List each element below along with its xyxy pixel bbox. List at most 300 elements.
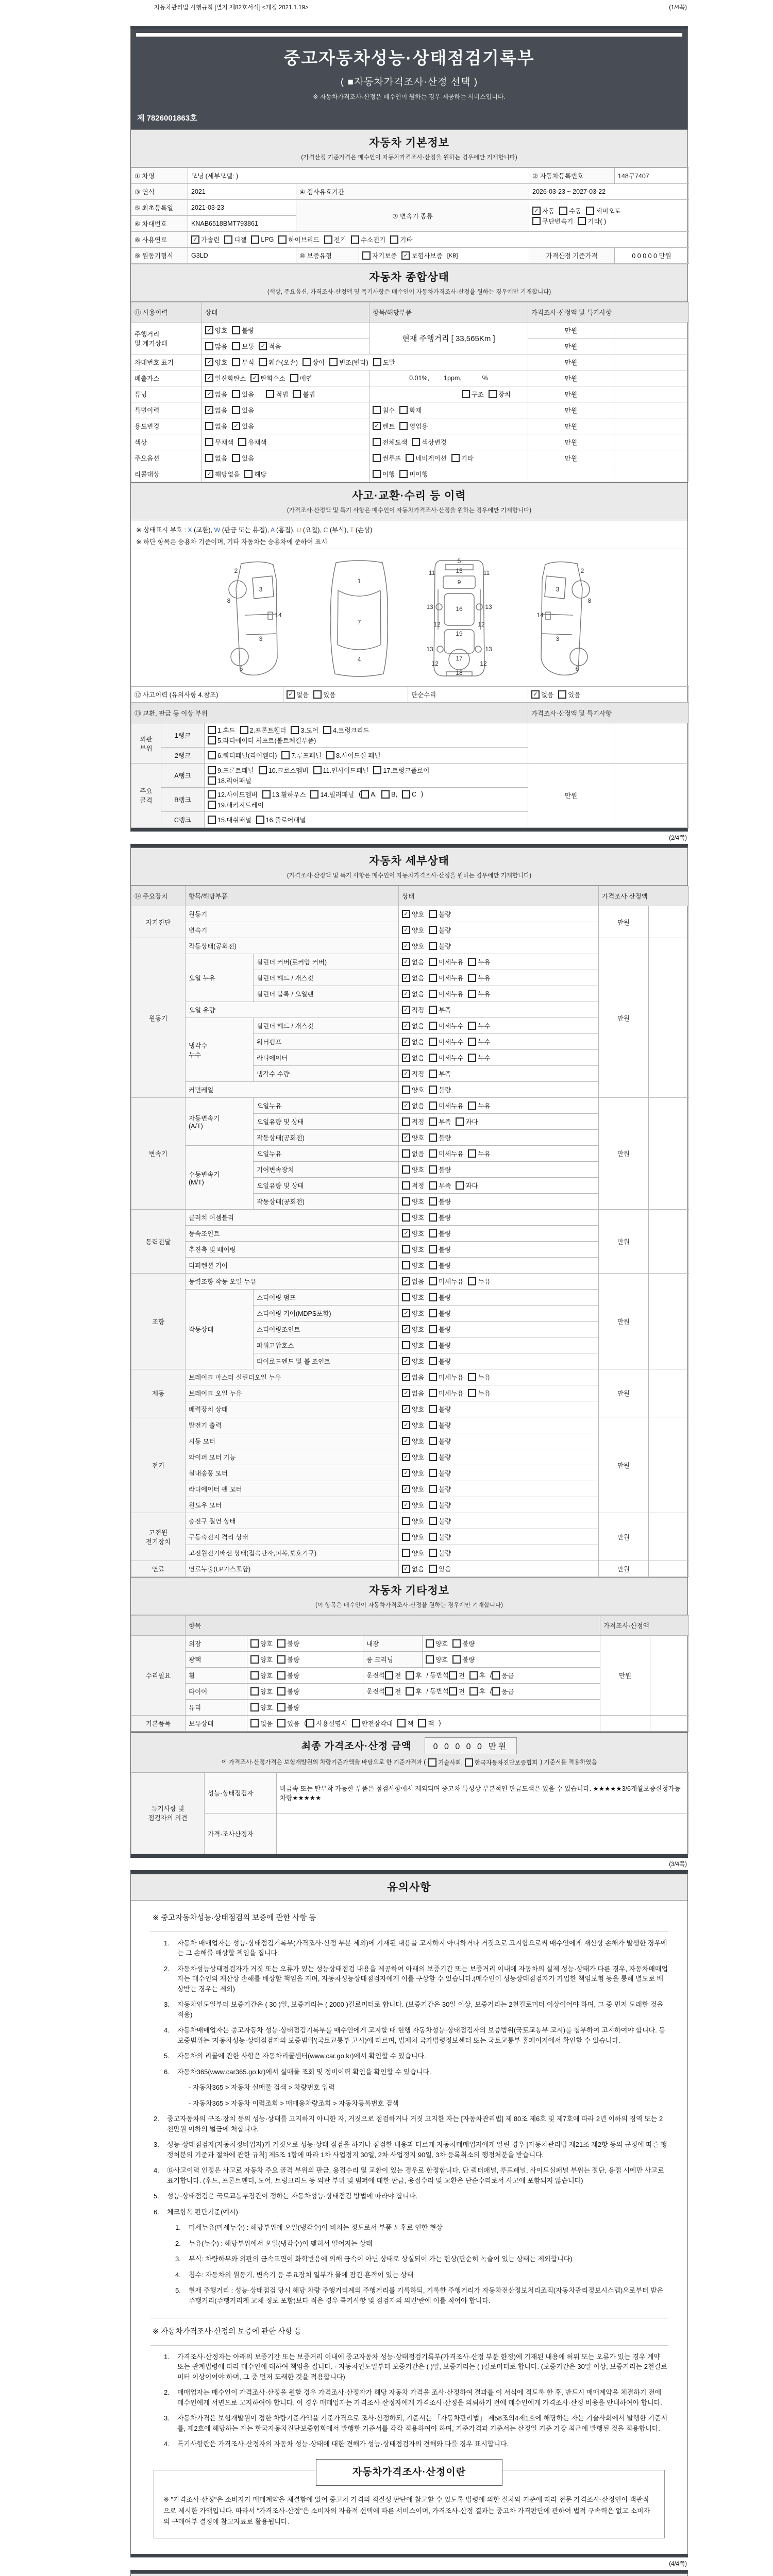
checkbox-누유[interactable] (468, 1372, 490, 1382)
checkbox-없음[interactable] (402, 1101, 424, 1110)
checkbox-LPG[interactable] (251, 235, 274, 244)
checkbox-불량[interactable] (277, 1703, 299, 1712)
checkbox-양호[interactable] (402, 1293, 424, 1302)
checkbox-누수[interactable] (468, 1053, 490, 1062)
checkbox-양호[interactable] (402, 1085, 424, 1094)
unchecked-box-icon (469, 1671, 478, 1680)
checkbox-장치[interactable] (489, 389, 511, 399)
cell (131, 354, 202, 370)
checkbox-불량[interactable] (429, 1500, 451, 1510)
checkbox-label: 8.사이드실 패널 (336, 752, 381, 759)
checkbox-없음[interactable] (402, 1388, 424, 1398)
checkbox-양호[interactable] (402, 1213, 424, 1222)
cell (254, 1050, 399, 1066)
inspector-opinion-grid (131, 1772, 689, 1854)
checkbox-10.크로스멤버[interactable] (259, 766, 309, 775)
checkbox-양호[interactable] (402, 1484, 424, 1494)
checkbox-불량[interactable] (429, 1293, 451, 1302)
checkbox-불량[interactable] (452, 1655, 475, 1664)
checkbox-불량[interactable] (429, 1325, 451, 1334)
checkbox-잭[interactable] (418, 1719, 434, 1728)
checkbox-전[interactable] (385, 1687, 401, 1696)
checkbox-네비게이션[interactable] (406, 453, 446, 463)
checkbox-없음[interactable] (402, 1053, 424, 1062)
checkbox-적정[interactable] (402, 1181, 424, 1190)
checkbox-불량[interactable] (232, 326, 254, 335)
cell (399, 886, 599, 906)
checkbox-미세누유[interactable] (429, 1388, 463, 1398)
checkbox-탄화수소[interactable] (250, 374, 285, 383)
checkbox-불량[interactable] (429, 1197, 451, 1206)
checkbox-전[interactable] (449, 1687, 465, 1696)
checkbox-부족[interactable] (429, 1181, 451, 1190)
cell (254, 1306, 399, 1321)
checkbox-label: 자기보증 (372, 252, 397, 260)
checkbox-미세누유[interactable] (429, 973, 463, 982)
checkbox-양호[interactable] (402, 1532, 424, 1541)
state-code-legend (136, 524, 682, 536)
checkbox-label: 많음 (215, 343, 228, 350)
cell (528, 323, 614, 338)
checkbox-불량[interactable] (429, 925, 451, 935)
checkbox-기타[interactable] (451, 453, 474, 463)
checked-box-icon: ✓ (402, 1325, 410, 1333)
checkbox-label: 1.후드 (217, 727, 236, 734)
cell (131, 184, 188, 200)
notice-text: 자동차의 리콜에 관한 사항은 자동차리콜센터(www.car.go.kr)에서 확인할 수 있습니다. (177, 2052, 426, 2060)
checkbox-누유[interactable] (468, 1277, 490, 1286)
checkbox-17.트렁크플로어[interactable] (373, 766, 429, 775)
checkbox-누유[interactable] (468, 957, 490, 967)
checkbox-불량[interactable] (429, 1213, 451, 1222)
checkbox-6.쿼터패널(리어휀더)[interactable] (208, 751, 277, 760)
accident-history-row (131, 686, 687, 703)
checkbox-미이행[interactable] (399, 469, 428, 479)
checkbox-label: 불량 (287, 1672, 300, 1680)
checkbox-자기보증[interactable] (362, 251, 397, 260)
unchecked-box-icon (385, 1687, 393, 1696)
cell (131, 302, 202, 323)
checkbox-9.프론트패널[interactable] (208, 766, 254, 775)
checkbox-C[interactable] (402, 790, 416, 799)
checkbox-기타[interactable] (390, 235, 412, 244)
checkbox-7.루프패널[interactable] (281, 751, 322, 760)
checkbox-하이브리드[interactable] (278, 235, 319, 244)
checkbox-미세누수[interactable] (429, 1021, 463, 1030)
checkbox-불량[interactable] (429, 1245, 451, 1254)
checkbox-양호[interactable] (402, 1420, 424, 1430)
checkbox-불량[interactable] (429, 1085, 451, 1094)
checkbox-누수[interactable] (468, 1021, 490, 1030)
checkbox-label: 양호 (412, 1454, 425, 1461)
checkbox-해당[interactable] (244, 469, 266, 479)
text-span: G3LD (191, 252, 208, 259)
checkbox-불량[interactable] (277, 1655, 299, 1664)
checkbox-양호[interactable] (426, 1655, 448, 1664)
checkbox-이행[interactable] (373, 469, 395, 479)
checkbox-불량[interactable] (429, 1436, 451, 1446)
checkbox-label: 탄화수소 (260, 375, 285, 382)
checkbox-불량[interactable] (429, 909, 451, 919)
checkbox-기타( )[interactable] (578, 216, 606, 226)
checkbox-세미오토[interactable] (586, 206, 620, 215)
checkbox-없음[interactable] (205, 405, 227, 415)
checkbox-5.라디에이터 서포트(볼트체결부품)[interactable] (208, 736, 316, 745)
checkbox-label: 양호 (412, 1438, 425, 1445)
checkbox-label: 전체도색 (382, 439, 408, 446)
checkbox-수소전기[interactable] (351, 235, 385, 244)
checkbox-label: 없음 (412, 1150, 425, 1158)
checkbox-불량[interactable] (429, 1357, 451, 1366)
checkbox-적정[interactable] (402, 1069, 424, 1078)
checkbox-3.도어[interactable] (291, 725, 318, 735)
checkbox-있음[interactable] (558, 690, 580, 699)
checkbox-없음[interactable] (205, 453, 227, 463)
checkbox-누유[interactable] (468, 1101, 490, 1110)
checkbox-과다[interactable] (456, 1117, 478, 1126)
checkbox-양호[interactable] (402, 1229, 424, 1238)
checkbox-누유[interactable] (468, 1388, 490, 1398)
checkbox-없음[interactable] (402, 1021, 424, 1030)
checkbox-양호[interactable] (402, 1165, 424, 1174)
checkbox-label: 2.프론트휀더 (249, 727, 287, 734)
checkbox-11.인사이드패널[interactable] (313, 766, 369, 775)
text-span: 비금속 또는 탈부착 가능한 부품은 점검사항에서 제외되며 중고차 특성상 부분적인 판금도색은 있을 수 있습니다. ★★★★★3/6개월보증신청가능차량★★★★★ (280, 1785, 681, 1802)
table-row (131, 687, 689, 703)
checkbox-화재[interactable] (399, 405, 422, 415)
checkbox-불량[interactable] (429, 1261, 451, 1270)
checkbox-안전삼각대[interactable] (352, 1719, 393, 1728)
checkbox-label: 부족 (439, 1118, 451, 1126)
checkbox-양호[interactable] (402, 1197, 424, 1206)
checkbox-양호[interactable] (402, 1245, 424, 1254)
checkbox-있음[interactable] (429, 1564, 451, 1573)
checkbox-불량[interactable] (277, 1671, 299, 1680)
checkbox-양호[interactable] (402, 1516, 424, 1526)
checkbox-label: 없음 (412, 1374, 425, 1381)
text-span: 브레이크 마스터 실린더오일 누유 (189, 1374, 281, 1381)
overall-state-grid (131, 302, 689, 482)
unchecked-box-icon (232, 342, 240, 350)
checkbox-기술사회,[interactable] (428, 1758, 463, 1767)
checkbox-없음[interactable] (402, 1372, 424, 1382)
unchecked-box-icon (468, 1101, 476, 1110)
notice-text: 특기사항란은 가격조사·산정자의 자동차 성능·상태에 대한 견해가 성능·상태점검자의 견해와 다를 경우 표시합니다. (177, 2440, 509, 2448)
checkbox-보험사보증[interactable] (401, 251, 442, 260)
checkbox-불량[interactable] (429, 1484, 451, 1494)
checkbox-미세누유[interactable] (429, 1149, 463, 1158)
checkbox-양호[interactable] (402, 941, 424, 951)
checkbox-양호[interactable] (250, 1687, 273, 1696)
checkbox-부족[interactable] (429, 1069, 451, 1078)
checkbox-불량[interactable] (429, 1404, 451, 1414)
text-span: ⑨ 원동기형식 (135, 252, 174, 260)
checked-box-icon: ✓ (402, 1054, 410, 1062)
checkbox-없음[interactable] (402, 1149, 424, 1158)
checkbox-14.필러패널[interactable] (310, 790, 354, 799)
checkbox-한국자동차진단보증협회[interactable] (465, 1758, 537, 1767)
checkbox-응급[interactable] (492, 1671, 514, 1680)
unchecked-box-icon (465, 1758, 473, 1767)
checkbox-썬루프[interactable] (373, 453, 401, 463)
checkbox-없음[interactable] (287, 690, 309, 699)
checkbox-적음[interactable] (259, 342, 281, 351)
cell (202, 370, 369, 386)
checkbox-미세누유[interactable] (429, 1277, 463, 1286)
checkbox-상이[interactable] (303, 358, 325, 367)
checkbox-있음[interactable] (232, 405, 254, 415)
cell (254, 1114, 399, 1130)
checkbox-변조(변타)[interactable] (329, 358, 368, 367)
text-span: 단순수리 (411, 691, 436, 699)
checkbox-불량[interactable] (429, 1548, 451, 1557)
checkbox-영업용[interactable] (399, 421, 428, 431)
cell (369, 434, 528, 450)
checkbox-불량[interactable] (429, 941, 451, 951)
text-span: 오일 유량 (189, 1007, 215, 1014)
checkbox-불량[interactable] (429, 1229, 451, 1238)
checkbox-유채색[interactable] (238, 437, 266, 447)
checkbox-양호[interactable] (402, 1341, 424, 1350)
cell (599, 1098, 649, 1210)
checkbox-도말[interactable] (373, 358, 395, 367)
unchecked-box-icon (468, 1054, 476, 1062)
cell (188, 168, 529, 184)
unchecked-box-icon (324, 235, 332, 244)
checkbox-양호[interactable] (205, 358, 227, 367)
checkbox-label: 16.플로어패널 (265, 817, 306, 824)
checkbox-불량[interactable] (429, 1133, 451, 1142)
checkbox-양호[interactable] (250, 1671, 273, 1680)
checkbox-없음[interactable] (402, 1564, 424, 1573)
checkbox-불량[interactable] (429, 1309, 451, 1318)
checkbox-없음[interactable] (205, 421, 227, 431)
unchecked-box-icon (402, 1549, 410, 1557)
cell (296, 248, 359, 264)
checkbox-B,[interactable] (381, 790, 397, 799)
checkbox-부족[interactable] (429, 1117, 451, 1126)
checkbox-13.휠하우스[interactable] (262, 790, 306, 799)
checkbox-없음[interactable] (531, 690, 553, 699)
checkbox-양호[interactable] (402, 1357, 424, 1366)
checkbox-해당없음[interactable] (205, 469, 240, 479)
checkbox-label: 양호 (215, 327, 228, 334)
text-span: 가격조사·산정액 (602, 893, 648, 900)
checkbox-부식[interactable] (232, 358, 254, 367)
checkbox-전[interactable] (449, 1671, 465, 1680)
checkbox-양호[interactable] (250, 1655, 273, 1664)
checkbox-없음[interactable] (205, 389, 227, 399)
checkbox-미세누유[interactable] (429, 1372, 463, 1382)
checkbox-디젤[interactable] (224, 235, 246, 244)
accident-history-header (131, 482, 687, 520)
checkbox-양호[interactable] (402, 1325, 424, 1334)
checkbox-양호[interactable] (402, 1261, 424, 1270)
checked-box-icon: ✓ (532, 207, 541, 215)
checkbox-적정[interactable] (402, 1117, 424, 1126)
notice-text: 부식: 차량하부와 외판의 금속표면이 화학반응에 의해 금속이 아닌 상태로 상실되어 가는 현상(단순히 녹슬어 있는 상태는 제외합니다) (189, 2255, 573, 2263)
checked-box-icon: ✓ (402, 958, 410, 966)
checkbox-후[interactable] (406, 1671, 422, 1680)
checkbox-가솔린[interactable] (191, 235, 220, 244)
checkbox-사용설명서[interactable] (306, 1719, 347, 1728)
checkbox-침수[interactable] (373, 405, 395, 415)
checkbox-무단변속기[interactable] (532, 216, 573, 226)
checkbox-없음[interactable] (402, 1277, 424, 1286)
checkbox-매연[interactable] (290, 374, 312, 383)
cell (399, 1130, 599, 1146)
unchecked-box-icon (399, 422, 408, 430)
checkbox-전[interactable] (385, 1671, 401, 1680)
checkbox-8.사이드실 패널[interactable] (326, 751, 380, 760)
text-span: ) 기준서를 적용하였음 (539, 1759, 597, 1766)
checkbox-적정[interactable] (402, 1005, 424, 1014)
text-span: 시동 모터 (189, 1438, 215, 1445)
checkbox-누유[interactable] (468, 989, 490, 998)
checkbox-불량[interactable] (277, 1639, 299, 1648)
notice-list-2 (150, 2352, 668, 2449)
checkbox-label: 불량 (439, 1134, 451, 1142)
cell (131, 1274, 186, 1369)
checkbox-label: 잭 (407, 1720, 414, 1727)
checkbox-일산화탄소[interactable] (205, 374, 246, 383)
checkbox-전체도색[interactable] (373, 437, 407, 447)
checkbox-응급[interactable] (492, 1687, 514, 1696)
cell (277, 1813, 689, 1854)
checkbox-있음[interactable] (232, 421, 254, 431)
checkbox-label: 전기 (333, 236, 346, 244)
checkbox-불량[interactable] (452, 1639, 475, 1648)
checkbox-양호[interactable] (402, 1468, 424, 1478)
checkbox-전기[interactable] (324, 235, 346, 244)
checkbox-없음[interactable] (250, 1719, 273, 1728)
checkbox-불량[interactable] (429, 1452, 451, 1462)
unchecked-box-icon (558, 690, 566, 699)
text-span: 작동상태(공회전) (257, 1134, 305, 1142)
checkbox-양호[interactable] (402, 1548, 424, 1557)
checkbox-없음[interactable] (402, 989, 424, 998)
checkbox-12.사이드멤버[interactable] (208, 790, 258, 799)
checkbox-미세누수[interactable] (429, 1053, 463, 1062)
checkbox-있음[interactable] (313, 690, 335, 699)
checkbox-없음[interactable] (402, 973, 424, 982)
checkbox-있음[interactable] (277, 1719, 299, 1728)
checkbox-후[interactable] (469, 1671, 485, 1680)
checkbox-후[interactable] (406, 1687, 422, 1696)
checkbox-렌트[interactable] (373, 421, 395, 431)
checkbox-16.플로어패널[interactable] (256, 815, 306, 824)
checkbox-미세누유[interactable] (429, 957, 463, 967)
unchecked-box-icon (293, 390, 301, 398)
cell (369, 323, 528, 354)
checkbox-있음[interactable] (232, 389, 254, 399)
checkbox-label: 부족 (439, 1071, 451, 1078)
cell (599, 938, 649, 1098)
checkbox-label: 보통 (242, 343, 255, 350)
checkbox-불량[interactable] (429, 1468, 451, 1478)
checkbox-불량[interactable] (429, 1532, 451, 1541)
checkbox-양호[interactable] (402, 1452, 424, 1462)
checkbox-15.대쉬패널[interactable] (208, 815, 251, 824)
text-span: / 동반석 (426, 1687, 449, 1695)
checked-box-icon: ✓ (402, 1022, 410, 1030)
checkbox-불법[interactable] (293, 389, 315, 399)
checkbox-불량[interactable] (429, 1516, 451, 1526)
checkbox-양호[interactable] (402, 1309, 424, 1318)
checkbox-label: 누유 (478, 1150, 491, 1158)
checked-box-icon: ✓ (402, 1070, 410, 1078)
checkbox-미세누유[interactable] (429, 1101, 463, 1110)
checkbox-양호[interactable] (250, 1639, 273, 1648)
checkbox-많음[interactable] (205, 342, 227, 351)
checkbox-과다[interactable] (456, 1181, 478, 1190)
cell (369, 370, 528, 386)
checkbox-누수[interactable] (468, 1037, 490, 1046)
checkbox-구조[interactable] (462, 389, 484, 399)
checkbox-색상변경[interactable] (412, 437, 446, 447)
checkbox-무채색[interactable] (205, 437, 233, 447)
cell (131, 402, 202, 418)
checkbox-누유[interactable] (468, 973, 490, 982)
checkbox-label: 있음 (323, 691, 336, 699)
checkbox-양호[interactable] (250, 1703, 273, 1712)
checkbox-양호[interactable] (402, 1500, 424, 1510)
checkbox-누유[interactable] (468, 1149, 490, 1158)
checkbox-훼손(오손)[interactable] (259, 358, 298, 367)
checkbox-양호[interactable] (402, 909, 424, 919)
cell (614, 338, 689, 354)
checkbox-부족[interactable] (429, 1005, 451, 1014)
checkbox-2.프론트휀더[interactable] (240, 725, 287, 735)
checkbox-보통[interactable] (232, 342, 254, 351)
checkbox-양호[interactable] (402, 1404, 424, 1414)
text-span: 2021 (191, 188, 206, 195)
checkbox-label: 세미오토 (596, 207, 621, 215)
table-row (131, 1561, 689, 1577)
checkbox-적법[interactable] (266, 389, 288, 399)
section-subtitle: (가격산정 기준가격은 매수인이 자동차가격조사·산정을 원하는 경우에만 기재합니다) (301, 155, 517, 161)
checkbox-18.리어패널[interactable] (208, 776, 251, 785)
checkbox-4.트렁크리드[interactable] (323, 725, 369, 735)
checkbox-미세누수[interactable] (429, 1037, 463, 1046)
checkbox-불량[interactable] (429, 1165, 451, 1174)
checkbox-불량[interactable] (277, 1687, 299, 1696)
text-span: 냉각수 (189, 1042, 208, 1049)
table-row (131, 1772, 689, 1813)
checkbox-1.후드[interactable] (208, 725, 236, 735)
checkbox-19.패키지트레이[interactable] (208, 800, 264, 809)
checkbox-있음[interactable] (232, 453, 254, 463)
checkbox-양호[interactable] (402, 1133, 424, 1142)
checkbox-수동[interactable] (559, 206, 581, 215)
checkbox-없음[interactable] (402, 957, 424, 967)
checkbox-미세누유[interactable] (429, 989, 463, 998)
checkbox-양호[interactable] (402, 1436, 424, 1446)
checkbox-불량[interactable] (429, 1341, 451, 1350)
checkbox-없음[interactable] (402, 1037, 424, 1046)
checkbox-양호[interactable] (402, 925, 424, 935)
text-span: 상태 (205, 309, 218, 316)
checkbox-후[interactable] (469, 1687, 485, 1696)
checkbox-A,[interactable] (361, 790, 377, 799)
checkbox-label: 불량 (287, 1640, 300, 1648)
checkbox-양호[interactable] (426, 1639, 448, 1648)
checkbox-자동[interactable] (532, 206, 554, 215)
checkbox-잭[interactable] (397, 1719, 413, 1728)
checkbox-불량[interactable] (429, 1420, 451, 1430)
checkbox-양호[interactable] (205, 326, 227, 335)
unchecked-box-icon (373, 470, 381, 478)
